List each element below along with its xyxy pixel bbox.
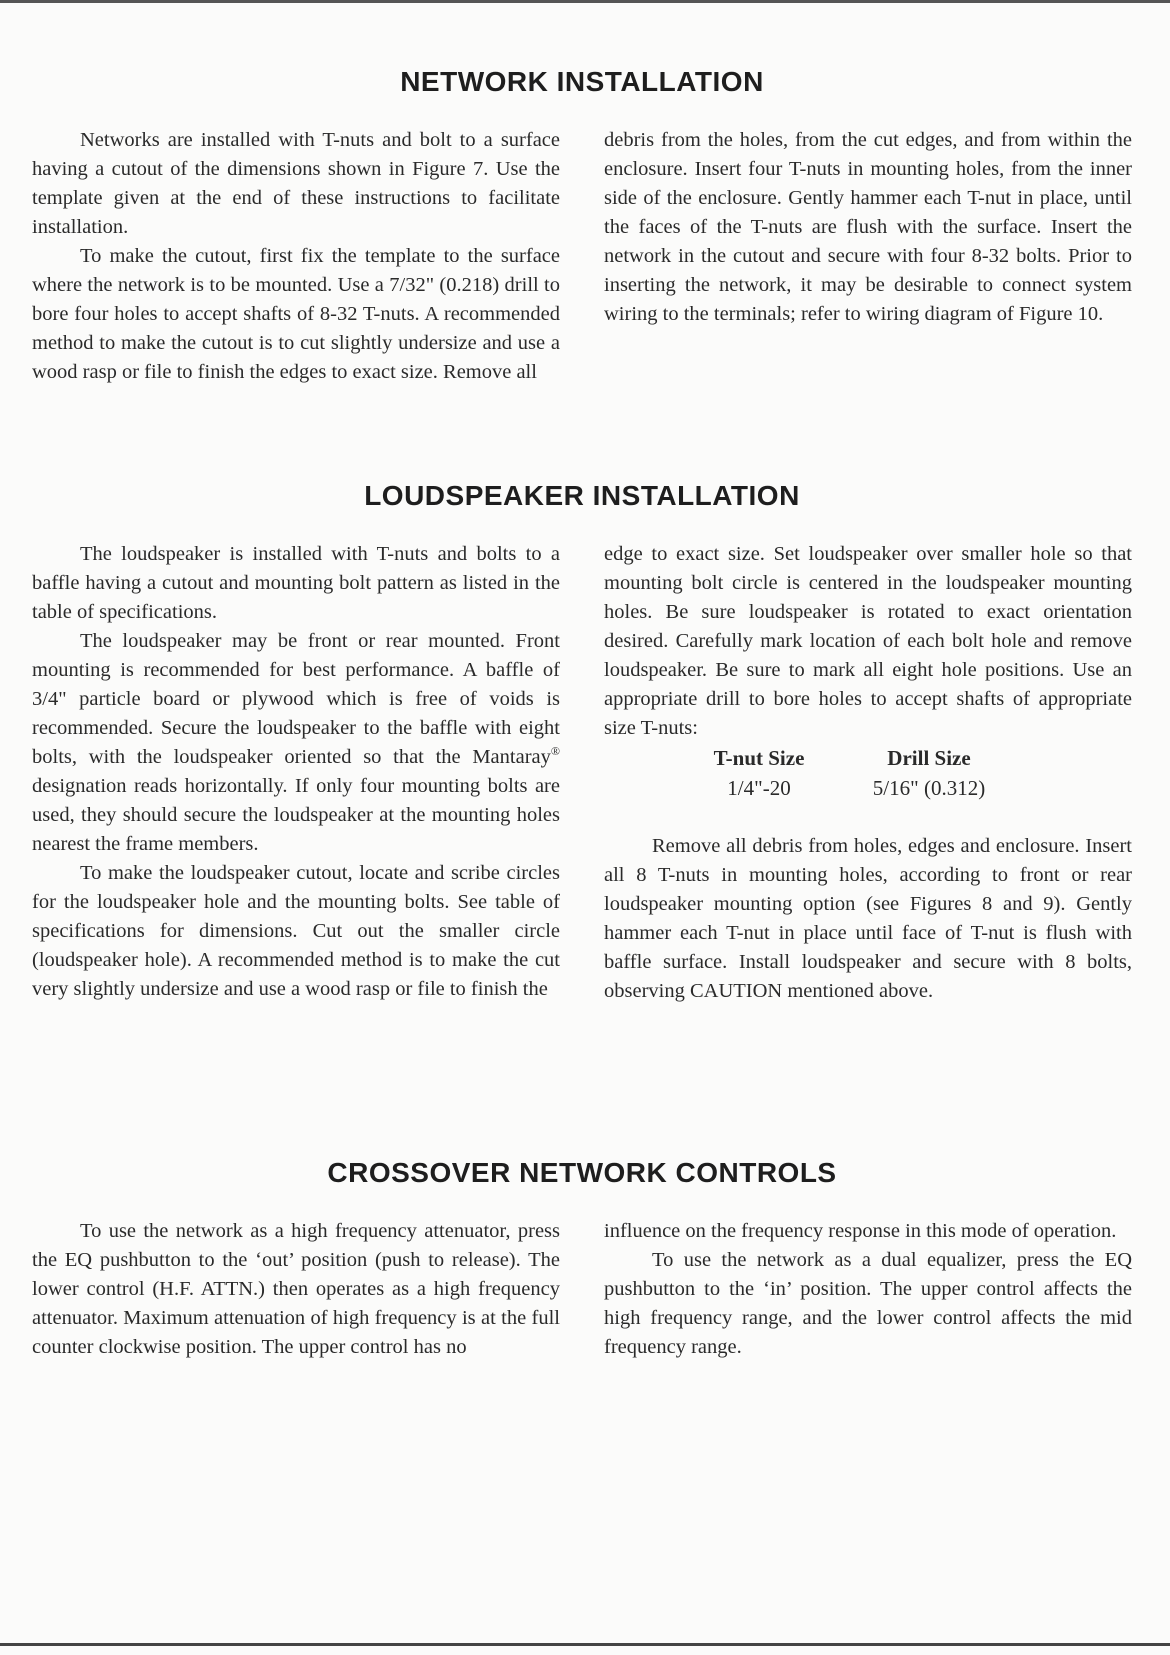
bottom-rule xyxy=(0,1643,1170,1646)
paragraph: To make the loudspeaker cutout, locate and scribe circles for the loudspeaker hole and the mounting bolts. See table of specifications for dimensions. Cut out the smaller circle (loudspeaker hole). A recommended method is to make the cut very slightly undersize and use a wood rasp or file to finish the xyxy=(32,862,560,1000)
network-right-column xyxy=(604,126,1132,387)
loudspeaker-left-column xyxy=(32,540,560,1006)
drill-size-header: Drill Size xyxy=(887,746,971,770)
paragraph: Remove all debris from holes, edges and enclosure. Insert all 8 T-nuts in mounting holes, according to front or rear loudspeaker mounting option (see Figures 8 and 9). Gently hammer each T-nut in place until face of T-nut is flush with baffle surface. Install loudspeaker and secure with 8 bolts, observing CAUTION mentioned above. xyxy=(604,835,1132,1002)
network-left-column xyxy=(32,126,560,387)
loudspeaker-installation-section xyxy=(32,480,1132,1006)
crossover-controls-heading: CROSSOVER NETWORK CONTROLS xyxy=(327,1157,837,1188)
network-installation-section xyxy=(32,66,1132,387)
drill-size-table xyxy=(674,743,1014,803)
paragraph-text: designation reads horizontally. If only four mounting bolts are used, they should secure the loudspeaker at the mounting holes nearest the frame members. xyxy=(32,775,560,855)
paragraph xyxy=(32,627,560,859)
top-rule xyxy=(0,0,1170,3)
paragraph: To use the network as a high frequency attenuator, press the EQ pushbutton to the ‘out’ position (push to release). The lower control (H.F. ATTN.) then operates as a high frequency attenuator. Maximum attenuation of high frequency is at the full counter clockwise position. The upper control has no xyxy=(32,1220,560,1358)
paragraph: edge to exact size. Set loudspeaker over smaller hole so that mounting bolt circle is centered in the loudspeaker mounting holes. Be sure loudspeaker is rotated to exact orientation desired. Carefully mark location of each bolt hole and remove loudspeaker. Be sure to mark all eight hole positions. Use an appropriate drill to bore holes to accept shafts of appropriate size T-nuts: xyxy=(604,543,1132,739)
crossover-controls-section xyxy=(32,1157,1132,1362)
loudspeaker-installation-heading: LOUDSPEAKER INSTALLATION xyxy=(364,480,800,511)
paragraph-text: The loudspeaker may be front or rear mounted. Front mounting is recommended for best performance. A baffle of 3/4" particle board or plywood which is free of voids is recommended. Secure the loudspeaker to the baffle with eight bolts, with the loudspeaker oriented so that the Mantaray xyxy=(32,630,560,768)
paragraph: debris from the holes, from the cut edges, and from within the enclosure. Insert four T-nuts in mounting holes, from the inner side of the enclosure. Gently hammer each T-nut in place, until the faces of the T-nuts are flush with the surface. Insert the network in the cutout and secure with four 8-32 bolts. Prior to inserting the network, it may be desirable to connect system wiring to the terminals; refer to wiring diagram of Figure 10. xyxy=(604,129,1132,325)
paragraph: The loudspeaker is installed with T-nuts and bolts to a baffle having a cutout and mounting bolt pattern as listed in the table of specifications. xyxy=(32,543,560,623)
loudspeaker-right-column xyxy=(604,540,1132,1006)
crossover-left-column xyxy=(32,1217,560,1362)
paragraph: To make the cutout, first fix the template to the surface where the network is to be mounted. Use a 7/32" (0.218) drill to bore four holes to accept shafts of 8-32 T-nuts. A recommended method to make the cutout is to cut slightly undersize and use a wood rasp or file to finish the edges to exact size. Remove all xyxy=(32,245,560,383)
paragraph: Networks are installed with T-nuts and bolt to a surface having a cutout of the dimensions shown in Figure 7. Use the template given at the end of these instructions to facilitate installation. xyxy=(32,129,560,238)
tnut-size-header: T-nut Size xyxy=(713,746,805,770)
drill-size-value: 5/16" (0.312) xyxy=(872,776,986,800)
registered-trademark-mark: ® xyxy=(550,744,560,759)
network-installation-heading: NETWORK INSTALLATION xyxy=(400,66,764,97)
tnut-size-value: 1/4"-20 xyxy=(727,776,791,800)
paragraph: To use the network as a dual equalizer, press the EQ pushbutton to the ‘in’ position. The upper control affects the high frequency range, and the lower control affects the mid frequency range. xyxy=(604,1249,1132,1358)
crossover-right-column xyxy=(604,1217,1132,1362)
paragraph: influence on the frequency response in this mode of operation. xyxy=(604,1220,1117,1242)
